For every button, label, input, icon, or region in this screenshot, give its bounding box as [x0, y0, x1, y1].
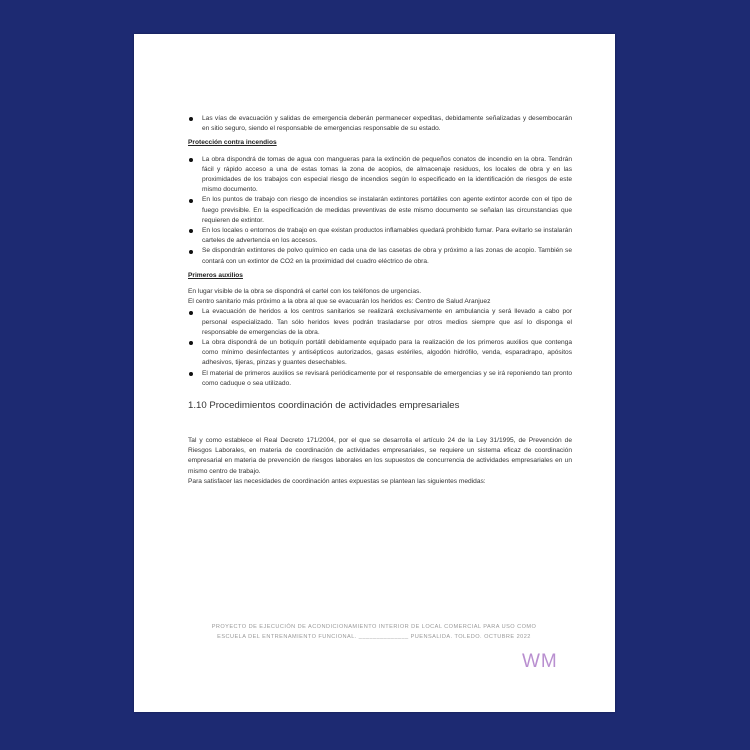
list-item-text: La evacuación de heridos a los centros sanitarios se realizará exclusivamente en ambulancia y será llevado a cabo por personal especializado. Tan sólo heridos leves podrán trasladarse por otros medios siempre que así lo disponga el responsable de emergencias de la obra. [202, 308, 572, 336]
first-aid-paragraph-1: En lugar visible de la obra se dispondrá el cartel con los teléfonos de urgencias. [188, 288, 422, 296]
list-item-text: En los locales o entornos de trabajo en que existan productos inflamables quedará prohibido fumar. Para evitarlo se instalarán carteles de advertencia en los accesos. [202, 227, 572, 245]
page-content [188, 114, 572, 487]
bullet-list-fire [188, 155, 572, 267]
bullet-icon [189, 372, 193, 376]
first-aid-heading: Primeros auxilios [188, 271, 243, 279]
list-item-text: Se dispondrán extintores de polvo químico en cada una de las casetas de obra y próximo a las zonas de acopio. También se contará con un extintor de CO2 en la proximidad del cuadro eléctrico de obra. [202, 247, 572, 265]
wm-logo: WM [522, 651, 558, 672]
bullet-icon [189, 199, 193, 203]
footer-line-2: ESCUELA DEL ENTRENAMIENTO FUNCIONAL. ______________ PUENSALIDA. TOLEDO. OCTUBRE 2022 [217, 634, 531, 640]
list-item [188, 114, 572, 134]
first-aid-paragraph-2: El centro sanitario más próximo a la obra al que se evacuarán los heridos es: Centro de Salud Aranjuez [188, 298, 491, 306]
section-title: 1.10 Procedimientos coordinación de actividades empresariales [188, 400, 460, 412]
list-item-text: Las vías de evacuación y salidas de emergencia deberán permanecer expeditas, debidamente señalizadas y desembocarán en sitio seguro, siendo el responsable de emergencias responsable de su estado. [202, 115, 572, 133]
bullet-icon [189, 341, 193, 345]
list-item-text: La obra dispondrá de tomas de agua con mangueras para la extinción de pequeños conatos de incendio en la obra. Tendrán fácil y rápido acceso a una de estas tomas la zona de acopios, de almacenaje residuos, los locales de obra y en las proximidades de los trabajos con especial riesgo de incendios según lo especificado en la identificación de riesgos de este mismo documento. [202, 155, 572, 194]
fire-protection-heading: Protección contra incendios [188, 139, 277, 147]
list-item [188, 155, 572, 196]
document-page [134, 34, 615, 712]
bullet-icon [189, 117, 193, 121]
list-item-text: El material de primeros auxilios se revisará periódicamente por el responsable de emergencias y se irá reponiendo tan pronto como caduque o sea utilizado. [202, 369, 572, 387]
list-item [188, 369, 572, 389]
bullet-icon [189, 158, 193, 162]
footer-line-1: PROYECTO DE EJECUCIÓN DE ACONDICIONAMIENTO INTERIOR DE LOCAL COMERCIAL PARA USO COMO [211, 624, 537, 630]
list-item [188, 246, 572, 266]
list-item-text: En los puntos de trabajo con riesgo de incendios se instalarán extintores portátiles con agente extintor acorde con el tipo de fuego previsible. En la especificación de medidas preventivas de este mismo documento se señalan las circunstancias que requieren de extintor. [202, 196, 572, 224]
list-item-text: La obra dispondrá de un botiquín portátil debidamente equipado para la realización de los primeros auxilios que contenga como mínimo desinfectantes y antisépticos autorizados, gasas estériles, algodón hidrófilo, venda, esparadrapo, apósitos adhesivos, tijeras, pinzas y guantes desechables. [202, 339, 572, 367]
bullet-icon [189, 229, 193, 233]
bullet-list-evacuation [188, 114, 572, 134]
bullet-icon [189, 250, 193, 254]
bullet-list-first-aid [188, 307, 572, 389]
bullet-icon [189, 311, 193, 315]
section-paragraph-2: Para satisfacer las necesidades de coordinación antes expuestas se plantean las siguientes medidas: [188, 477, 486, 485]
list-item [188, 226, 572, 246]
list-item [188, 195, 572, 226]
page-footer [174, 622, 574, 642]
section-paragraph-1: Tal y como establece el Real Decreto 171/2004, por el que se desarrolla el artículo 24 de la Ley 31/1995, de Prevención de Riesgos Laborales, en materia de coordinación de actividades empresariales, se requiere un sistema eficaz de coordinación empresarial en materia de prevención de riesgos laborales en los supuestos de concurrencia de actividades empresariales en un mismo centro de trabajo. [188, 437, 572, 475]
list-item [188, 338, 572, 369]
list-item [188, 307, 572, 338]
